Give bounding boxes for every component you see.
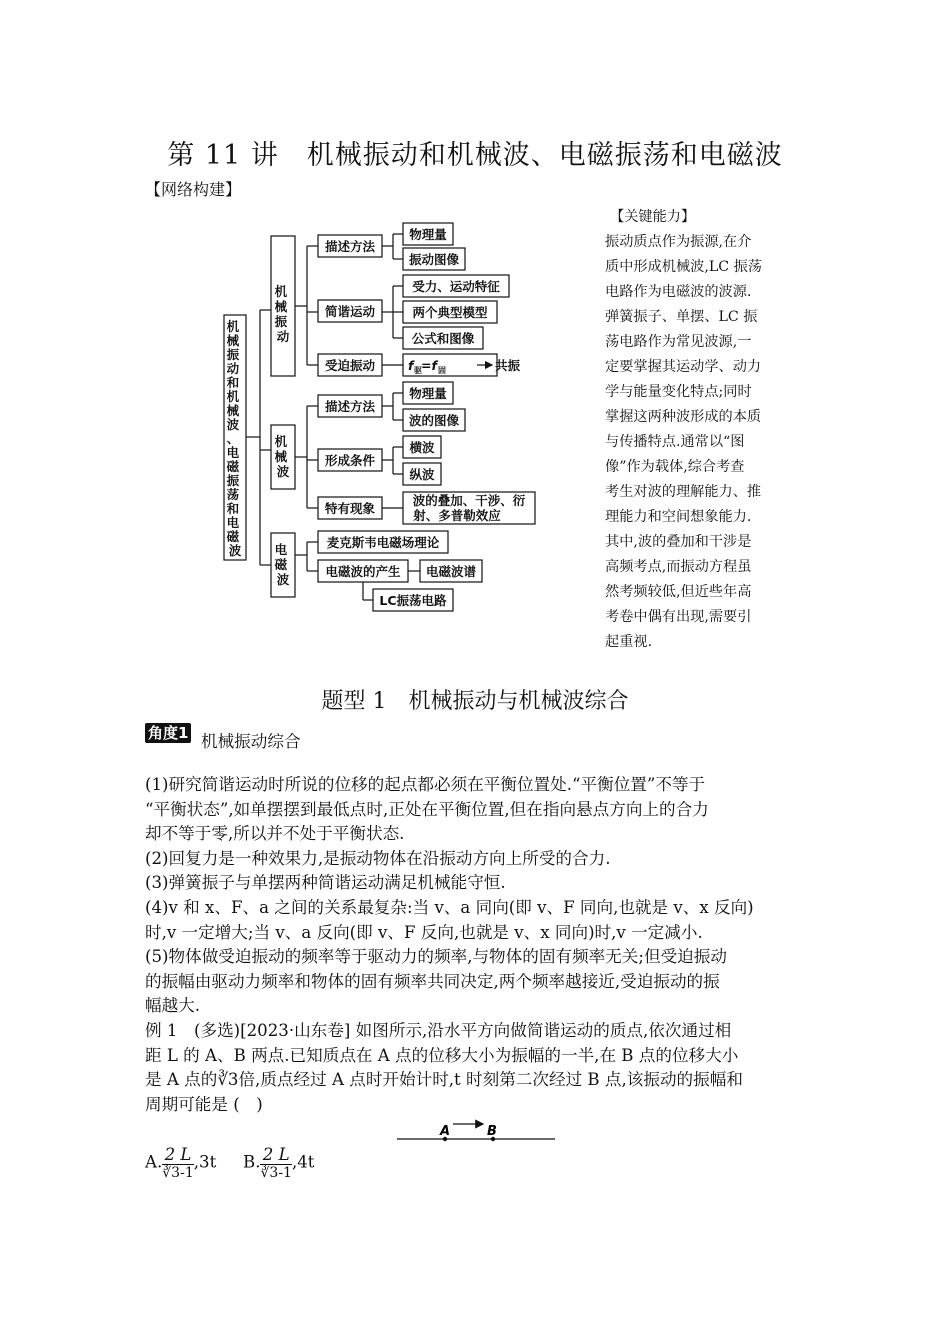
leaf-quantity-wave: 物理量 xyxy=(409,386,447,401)
point-line: (3)弹簧振子与单摆两种简谐运动满足机械能守恒. xyxy=(145,873,506,893)
node-forced: 受迫振动 xyxy=(324,358,376,373)
sidebar-line: 然考频较低,但近些年高 xyxy=(605,584,752,600)
branch-label-mech-wave: 机 械 波 xyxy=(274,434,290,479)
sidebar-line: 理能力和空间想象能力. xyxy=(605,509,752,525)
svg-text:=f: =f xyxy=(421,358,437,373)
leaf-phenomena-line2: 射、多普勒效应 xyxy=(413,508,501,523)
leaf-two-models: 两个典型模型 xyxy=(412,305,488,320)
leaf-resonance xyxy=(408,358,521,375)
point-line: 的振幅由驱动力频率和物体的固有频率共同决定,两个频率越接近,受迫振动的振 xyxy=(145,971,720,991)
node-maxwell: 麦克斯韦电磁场理论 xyxy=(326,535,440,550)
angle-title: 机械振动综合 xyxy=(201,732,301,751)
sidebar-line: 其中,波的叠加和干涉是 xyxy=(605,534,752,550)
option-label: A. xyxy=(145,1152,163,1172)
sidebar-line: 高频考点,而振动方程虽 xyxy=(605,559,752,575)
leaf-wave-graph: 波的图像 xyxy=(408,413,460,428)
node-describe-wave: 描述方法 xyxy=(324,399,376,414)
point-line: “平衡状态”,如单摆摆到最低点时,正处在平衡位置,但在指向悬点方向上的合力 xyxy=(145,799,709,819)
node-em-generation: 电磁波的产生 xyxy=(325,564,401,579)
page-title: 第 11 讲 机械振动和机械波、电磁振荡和电磁波 xyxy=(167,140,783,171)
option-fraction: $\frac{2 L}{∛3-1}$ xyxy=(260,1145,292,1181)
key-points xyxy=(145,773,820,1019)
angle-badge: 角度1 xyxy=(145,723,191,743)
label-a: A xyxy=(440,1124,451,1139)
key-abilities-panel xyxy=(605,205,785,655)
sidebar-line: 像”作为载体,综合考查 xyxy=(605,459,745,475)
example-line: 是 A 点的∛3倍,质点经过 A 点时开始计时,t 时刻第二次经过 B 点,该振动的振幅和 xyxy=(145,1070,743,1090)
point-line: (2)回复力是一种效果力,是振动物体在沿振动方向上所受的合力. xyxy=(145,848,611,868)
leaf-transverse: 横波 xyxy=(409,440,435,455)
leaf-force-motion: 受力、运动特征 xyxy=(412,279,500,294)
option-label: B. xyxy=(243,1152,261,1172)
sidebar-line: 考卷中偶有出现,需要引 xyxy=(605,609,752,625)
sidebar-line: 定要掌握其运动学、动力 xyxy=(605,359,762,375)
leaf-em-spectrum: 电磁波谱 xyxy=(425,564,477,579)
point-line: (4)v 和 x、F、a 之间的关系最复杂:当 v、a 同向(即 v、F 同向,也就是 v、x 反向) xyxy=(145,897,754,917)
option-tail: ,3t xyxy=(193,1152,217,1172)
point-line: (5)物体做受迫振动的频率等于驱动力的频率,与物体的固有频率无关;但受迫振动 xyxy=(145,947,727,967)
example-question xyxy=(145,1019,820,1117)
example-line: 例 1 (多选)[2023·山东卷] 如图所示,沿水平方向做简谐运动的质点,依次通过相 xyxy=(145,1021,732,1040)
sidebar-line: 学与能量变化特点;同时 xyxy=(605,384,752,400)
sidebar-line: 荡电路作为常见波源,一 xyxy=(605,334,752,350)
option-b[interactable] xyxy=(243,1145,314,1181)
node-formation: 形成条件 xyxy=(324,453,376,468)
leaf-phenomena-line1: 波的叠加、干涉、衍 xyxy=(412,493,526,508)
node-describe-vib: 描述方法 xyxy=(324,239,376,254)
point-line: 却不等于零,所以并不处于平衡状态. xyxy=(145,824,405,844)
leaf-formula-graph: 公式和图像 xyxy=(411,331,475,346)
section-heading: 题型 1 机械振动与机械波综合 xyxy=(321,689,629,714)
sidebar-line: 掌握这两种波形成的本质 xyxy=(605,409,762,425)
sidebar-line: 电路作为电磁波的波源. xyxy=(605,284,752,300)
sidebar-line: 质中形成机械波,LC 振荡 xyxy=(605,259,762,275)
sidebar-title: 【关键能力】 xyxy=(610,209,696,225)
branch-label-mech-vib: 机 械 振 动 xyxy=(274,284,290,344)
option-a[interactable] xyxy=(145,1145,216,1181)
option-tail: ,4t xyxy=(291,1152,315,1172)
svg-text:固: 固 xyxy=(438,366,446,375)
ab-figure xyxy=(395,1118,557,1144)
section-label: 【网络构建】 xyxy=(145,180,242,199)
point-line: (1)研究简谐运动时所说的位移的起点都必须在平衡位置处.“平衡位置”不等于 xyxy=(145,775,706,794)
concept-map xyxy=(215,210,545,620)
sidebar-line: 与传播特点.通常以“图 xyxy=(605,434,745,450)
svg-text:f: f xyxy=(408,358,414,373)
point-line: 时,v 一定增大;当 v、a 反向(即 v、F 反向,也就是 v、x 同向)时,v 一定减小. xyxy=(145,922,703,942)
svg-text:驱: 驱 xyxy=(414,366,422,375)
leaf-lc-circuit: LC振荡电路 xyxy=(379,593,447,608)
leaf-quantity-vib: 物理量 xyxy=(409,227,447,242)
svg-text:共振: 共振 xyxy=(495,358,521,373)
root-label: 机 械 振 动 和 机 械 波 、 电 磁 振 荡 和 电 磁 波 xyxy=(226,319,242,558)
point-line: 幅越大. xyxy=(145,996,201,1016)
sidebar-line: 考生对波的理解能力、推 xyxy=(605,484,762,500)
node-phenomena: 特有现象 xyxy=(324,501,376,516)
leaf-longitudinal: 纵波 xyxy=(409,467,435,482)
sidebar-line: 起重视. xyxy=(605,634,653,650)
sidebar-line: 弹簧振子、单摆、LC 振 xyxy=(605,309,758,325)
option-fraction: $\frac{2 L}{∛3-1}$ xyxy=(162,1145,194,1181)
label-b: B xyxy=(487,1124,497,1139)
node-shm: 简谐运动 xyxy=(324,304,376,319)
leaf-vib-graph: 振动图像 xyxy=(408,252,460,267)
example-line: 周期可能是 ( ) xyxy=(145,1094,263,1114)
sidebar-line: 振动质点作为振源,在介 xyxy=(605,234,752,250)
example-line: 距 L 的 A、B 两点.已知质点在 A 点的位移大小为振幅的一半,在 B 点的位移大小 xyxy=(145,1045,739,1065)
branch-label-em-wave: 电 磁 波 xyxy=(274,542,290,587)
